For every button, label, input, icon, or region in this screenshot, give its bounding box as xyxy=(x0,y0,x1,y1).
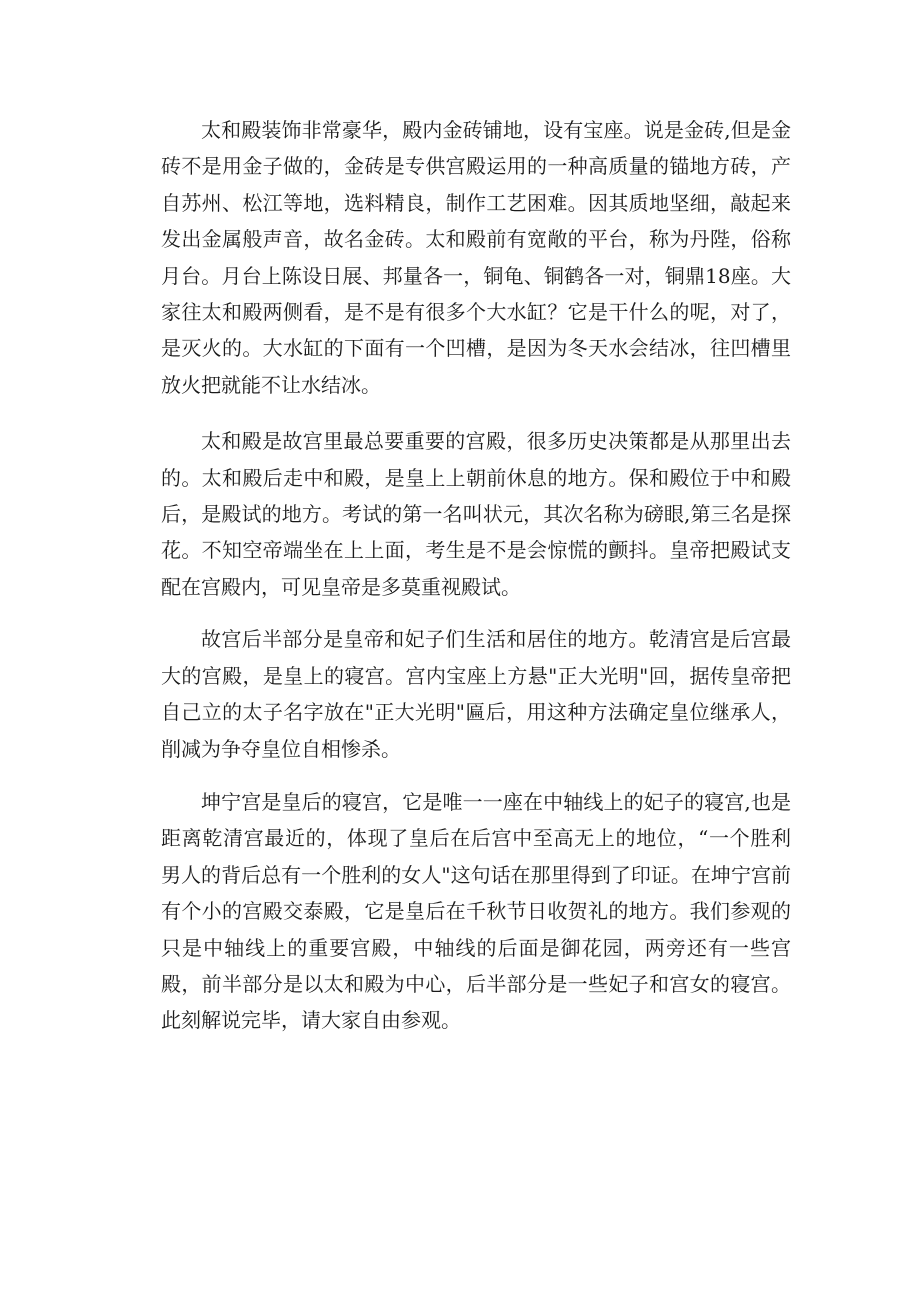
paragraph-kunning-palace: 坤宁宫是皇后的寝宫，它是唯一一座在中轴线上的妃子的寝宫,也是距离乾清宫最近的，体现了皇后在后宫中至高无上的地位，“一个胜利男人的背后总有一个胜利的女人"这句话在那里得到了印证。在坤宁宫前有个小的宫殿交泰殿，它是皇后在千秋节日收贺礼的地方。我们参观的只是中轴线上的重要宫殿，中轴线的后面是御花园，两旁还有一些宫殿，前半部分是以太和殿为中心，后半部分是一些妃子和宫女的寝宫。此刻解说完毕，请大家自由参观。 xyxy=(161,789,791,1033)
paragraph-taihe-hall-importance: 太和殿是故宫里最总要重要的宫殿，很多历史决策都是从那里出去的。太和殿后走中和殿，是皇上上朝前休息的地方。保和殿位于中和殿后，是殿试的地方。考试的第一名叫状元，其次名称为磅眼,第三名是探花。不知空帝端坐在上上面，考生是不是会惊慌的颤抖。皇帝把殿试支配在宫殿内，可见皇帝是多莫重视殿试。 xyxy=(161,429,791,599)
paragraph-rear-palace-qianqing: 故宫后半部分是皇帝和妃子们生活和居住的地方。乾清宫是后宫最大的宫殿，是皇上的寝宫。宫内宝座上方悬"正大光明"回，据传皇帝把自己立的太子名字放在"正大光明"匾后，用这种方法确定皇位继承人，削减为争夺皇位自相惨杀。 xyxy=(161,627,791,761)
document-body xyxy=(161,112,791,1039)
paragraph-taihe-hall-decoration: 太和殿装饰非常豪华，殿内金砖铺地，设有宝座。说是金砖,但是金砖不是用金子做的，金砖是专供宫殿运用的一种高质量的锚地方砖，产自苏州、松江等地，选料精良，制作工艺困难。因其质地坚细，敲起来发出金属般声音，故名金砖。太和殿前有宽敞的平台，称为丹陛，俗称月台。月台上陈设日展、邦量各一，铜龟、铜鹤各一对，铜鼎18座。大家往太和殿两侧看，是不是有很多个大水缸？它是干什么的呢，对了，是灭火的。大水缸的下面有一个凹槽，是因为冬天水会结冰，往凹槽里放火把就能不让水结冰。 xyxy=(161,118,791,397)
